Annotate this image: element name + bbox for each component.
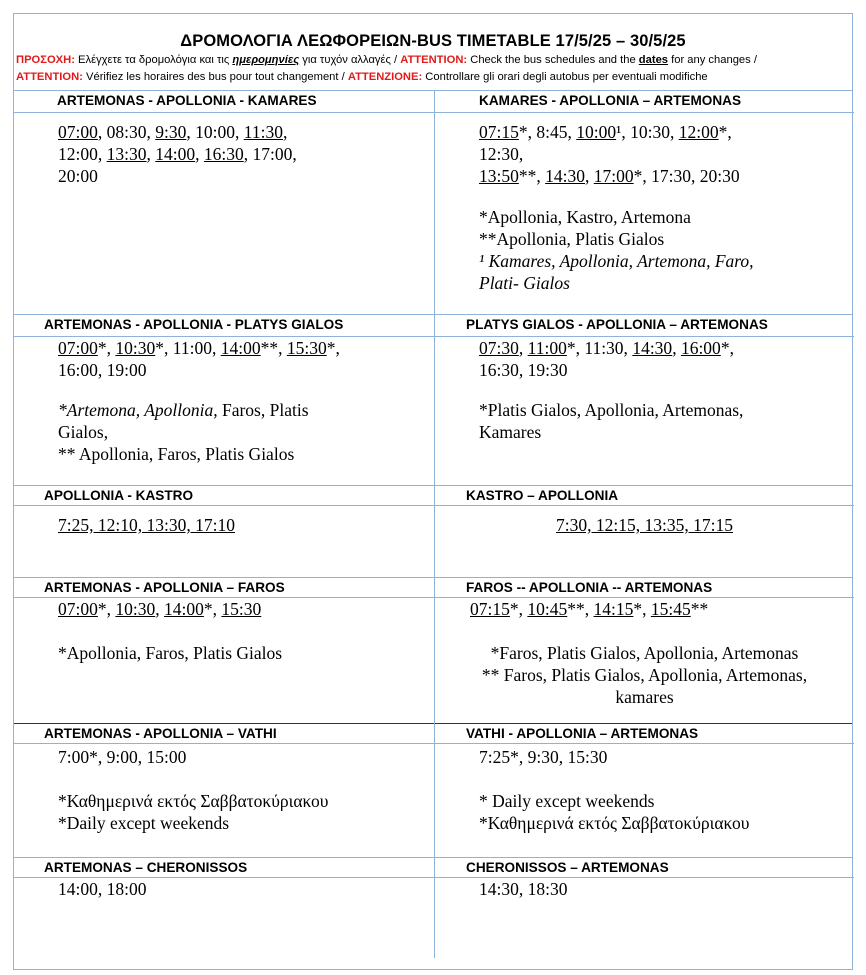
text-segment: *, xyxy=(326,338,340,358)
english-dates-emphasis: dates xyxy=(638,54,669,66)
departure-times xyxy=(58,337,340,381)
text-segment: 20:00 xyxy=(58,166,98,186)
underlined-time: 16:30 xyxy=(203,144,244,164)
route-title: KASTRO – APOLLONIA xyxy=(466,488,619,503)
underlined-time: 13:30 xyxy=(106,144,147,164)
underlined-time: 15:30 xyxy=(221,599,262,619)
departure-times xyxy=(58,598,261,620)
route-header-underline xyxy=(14,505,434,506)
underlined-time: 10:00 xyxy=(576,122,617,142)
italic-text: *Artemona, Apollonia, xyxy=(58,400,218,420)
greek-attention-label: ΠΡΟΣΟΧΗ: xyxy=(16,54,75,66)
departure-times xyxy=(58,514,235,536)
text-segment: Gialos, xyxy=(58,422,109,442)
route-title: ARTEMONAS - APOLLONIA – VATHI xyxy=(44,726,277,741)
text-line xyxy=(58,143,297,165)
text-segment: , xyxy=(672,338,681,358)
route-title: CHERONISSOS – ARTEMONAS xyxy=(466,860,669,875)
route-header-underline xyxy=(14,112,434,113)
underlined-time: 07:15 xyxy=(470,599,510,619)
timetable-title: ΔΡΟΜΟΛΟΓΙΑ ΛΕΩΦΟΡΕΙΩΝ-BUS TIMETABLE 17/5/25 – 30/5/25 xyxy=(180,32,686,50)
timetable-sheet xyxy=(13,13,853,970)
route-title: APOLLONIA - KASTRO xyxy=(44,488,194,503)
italian-attention-label: ATTENZIONE: xyxy=(347,71,423,83)
route-header-underline xyxy=(435,743,854,744)
text-segment: 7:00*, 9:00, 15:00 xyxy=(58,747,187,767)
text-segment: kamares xyxy=(615,687,674,707)
underlined-time: 07:00 xyxy=(58,338,98,358)
text-segment: ¹, 10:30, xyxy=(616,122,679,142)
text-line xyxy=(58,514,235,536)
text-segment: *, 11:30, xyxy=(566,338,633,358)
text-line xyxy=(479,143,740,165)
route-title: VATHI - APOLLONIA – ARTEMONAS xyxy=(466,726,699,741)
text-segment: 14:00, 18:00 xyxy=(58,879,147,899)
route-title: ARTEMONAS - APOLLONIA - PLATYS GIALOS xyxy=(44,317,344,332)
text-segment: *, 11:00, xyxy=(155,338,221,358)
text-line xyxy=(479,359,734,381)
text-segment: 16:30, 19:30 xyxy=(479,360,568,380)
text-line xyxy=(479,206,754,228)
underlined-time: 07:00 xyxy=(58,122,98,142)
text-segment: 7:25*, 9:30, 15:30 xyxy=(479,747,608,767)
underlined-time: 11:30 xyxy=(243,122,283,142)
underlined-time: 9:30 xyxy=(155,122,187,142)
text-segment: *Apollonia, Faros, Platis Gialos xyxy=(58,643,283,663)
text-line xyxy=(58,359,340,381)
route-title: FAROS -- APOLLONIA -- ARTEMONAS xyxy=(466,580,713,595)
route-title: ARTEMONAS – CHERONISSOS xyxy=(44,860,248,875)
text-segment: Kamares xyxy=(479,422,542,442)
text-segment: 16:00, 19:00 xyxy=(58,360,147,380)
text-line xyxy=(479,272,754,294)
text-line xyxy=(479,250,754,272)
text-segment: 12:30, xyxy=(479,144,524,164)
attention-notice-line-2: ATTENTION: Vérifiez les horaires des bus pour tout changement / ATTENZIONE: Controllare gli orari degli autobus per eventuali modifiche xyxy=(16,71,708,83)
text-segment: , xyxy=(282,122,288,142)
text-line xyxy=(435,686,854,708)
text-line xyxy=(58,337,340,359)
underlined-time: 17:00 xyxy=(593,166,634,186)
english-attention-label: ATTENTION: xyxy=(400,54,468,66)
text-line xyxy=(58,746,186,768)
italic-text: Plati- Gialos xyxy=(479,273,570,293)
text-segment: ** Faros, Platis Gialos, Apollonia, Artemonas, xyxy=(481,665,808,685)
text-line xyxy=(435,664,854,686)
section-divider xyxy=(14,485,852,486)
text-segment: , 17:00, xyxy=(243,144,297,164)
text-segment: Faros, Platis xyxy=(217,400,309,420)
text-segment: *Καθημερινά εκτός Σαββατοκύριακου xyxy=(479,813,750,833)
underlined-time: 7:25, 12:10, 13:30, 17:10 xyxy=(58,515,235,535)
text-segment: , xyxy=(518,338,528,358)
underlined-time: 14:00 xyxy=(164,599,204,619)
text-line xyxy=(479,790,749,812)
underlined-time: 15:45 xyxy=(650,599,691,619)
route-title: ARTEMONAS - APOLLONIA - KAMARES xyxy=(57,93,317,108)
text-segment: , xyxy=(585,166,594,186)
text-segment: , xyxy=(195,144,204,164)
departure-times xyxy=(470,598,708,620)
route-footnotes xyxy=(58,642,282,664)
text-segment: **, xyxy=(567,599,594,619)
route-title: KAMARES - APOLLONIA – ARTEMONAS xyxy=(479,93,742,108)
text-segment: ** xyxy=(690,599,709,619)
text-segment: 14:30, 18:30 xyxy=(479,879,568,899)
text-segment: *, xyxy=(509,599,528,619)
underlined-time: 15:30 xyxy=(286,338,327,358)
text-line xyxy=(435,514,854,536)
text-segment: * Daily except weekends xyxy=(479,791,655,811)
text-line xyxy=(479,746,607,768)
underlined-time: 12:00 xyxy=(678,122,719,142)
departure-times xyxy=(479,121,740,187)
departure-times xyxy=(58,878,146,900)
route-footnotes xyxy=(479,206,754,294)
underlined-time: 07:00 xyxy=(58,599,98,619)
text-segment: *, xyxy=(718,122,732,142)
underlined-time: 14:00 xyxy=(155,144,196,164)
route-title: ARTEMONAS - APOLLONIA – FAROS xyxy=(44,580,285,595)
text-line xyxy=(58,812,328,834)
text-segment: *Platis Gialos, Apollonia, Artemonas, xyxy=(479,400,744,420)
text-segment: *Daily except weekends xyxy=(58,813,230,833)
underlined-time: 11:00 xyxy=(527,338,567,358)
route-header-underline xyxy=(435,112,854,113)
underlined-time: 16:00 xyxy=(680,338,721,358)
section-divider xyxy=(14,90,852,91)
route-title: PLATYS GIALOS - APOLLONIA – ARTEMONAS xyxy=(466,317,768,332)
underlined-time: 14:00 xyxy=(220,338,261,358)
text-segment: **, xyxy=(518,166,546,186)
greek-dates-emphasis: ημερομηνίες xyxy=(232,54,300,66)
text-line xyxy=(435,642,854,664)
text-line xyxy=(479,421,743,443)
text-line xyxy=(58,165,297,187)
text-line xyxy=(58,121,297,143)
text-line xyxy=(479,121,740,143)
departure-times xyxy=(58,121,297,187)
underlined-time: 10:30 xyxy=(115,338,156,358)
text-segment: 12:00, xyxy=(58,144,107,164)
underlined-time: 14:15 xyxy=(593,599,634,619)
text-segment: **, xyxy=(260,338,287,358)
text-segment: *, xyxy=(633,599,651,619)
text-line xyxy=(58,790,328,812)
text-segment: *, xyxy=(720,338,734,358)
route-header-underline xyxy=(435,505,854,506)
text-segment: *, xyxy=(97,599,116,619)
section-divider xyxy=(14,577,852,578)
section-divider xyxy=(14,723,852,724)
departure-times xyxy=(479,746,607,768)
column-divider xyxy=(434,314,435,485)
route-footnotes xyxy=(435,642,854,708)
attention-notice-line-1: ΠΡΟΣΟΧΗ: Ελέγχετε τα δρομολόγια και τις ημερομηνίες για τυχόν αλλαγές / ATTENTION: Check the bus schedules and the dates for any changes / xyxy=(16,54,757,66)
text-line xyxy=(58,642,282,664)
timetable-header xyxy=(14,14,852,102)
text-segment: *, 8:45, xyxy=(518,122,577,142)
text-line xyxy=(58,598,261,620)
route-footnotes xyxy=(479,399,743,443)
column-divider xyxy=(434,857,435,958)
text-segment: ** Apollonia, Faros, Platis Gialos xyxy=(58,444,295,464)
text-segment: **Apollonia, Platis Gialos xyxy=(479,229,665,249)
french-attention-label: ATTENTION: xyxy=(16,71,83,83)
departure-times xyxy=(479,878,567,900)
underlined-time: 13:50 xyxy=(479,166,519,186)
section-divider xyxy=(14,314,852,315)
text-line xyxy=(479,399,743,421)
text-line xyxy=(479,337,734,359)
text-line xyxy=(479,878,567,900)
text-segment: , 10:00, xyxy=(186,122,244,142)
underlined-time: 07:30 xyxy=(479,338,519,358)
text-line xyxy=(58,878,146,900)
text-line xyxy=(58,421,309,443)
underlined-time: 07:15 xyxy=(479,122,519,142)
underlined-time: 10:30 xyxy=(115,599,156,619)
text-line xyxy=(479,228,754,250)
departure-times xyxy=(479,337,734,381)
underlined-time: 7:30, 12:15, 13:35, 17:15 xyxy=(556,515,733,535)
text-segment: , 08:30, xyxy=(97,122,156,142)
text-line xyxy=(58,399,309,421)
section-divider xyxy=(14,857,852,858)
text-segment: *Faros, Platis Gialos, Apollonia, Artemonas xyxy=(490,643,799,663)
text-segment: *Apollonia, Kastro, Artemona xyxy=(479,207,691,227)
departure-times xyxy=(435,514,854,536)
text-line xyxy=(479,165,740,187)
text-line xyxy=(479,812,749,834)
route-header-underline xyxy=(14,743,434,744)
text-segment: , xyxy=(146,144,156,164)
text-segment: *, xyxy=(203,599,222,619)
underlined-time: 14:30 xyxy=(545,166,585,186)
text-segment: *Καθημερινά εκτός Σαββατοκύριακου xyxy=(58,791,329,811)
route-footnotes xyxy=(58,399,309,465)
column-divider xyxy=(434,723,435,857)
italic-text: ¹ Kamares, Apollonia, Artemona, Faro, xyxy=(479,251,754,271)
text-segment: , xyxy=(155,599,164,619)
text-line xyxy=(470,598,708,620)
text-line xyxy=(58,443,309,465)
underlined-time: 10:45 xyxy=(527,599,568,619)
text-segment: *, xyxy=(97,338,116,358)
underlined-time: 14:30 xyxy=(632,338,673,358)
route-footnotes xyxy=(58,790,328,834)
route-footnotes xyxy=(479,790,749,834)
departure-times xyxy=(58,746,186,768)
text-segment: *, 17:30, 20:30 xyxy=(633,166,740,186)
column-divider xyxy=(434,90,435,314)
